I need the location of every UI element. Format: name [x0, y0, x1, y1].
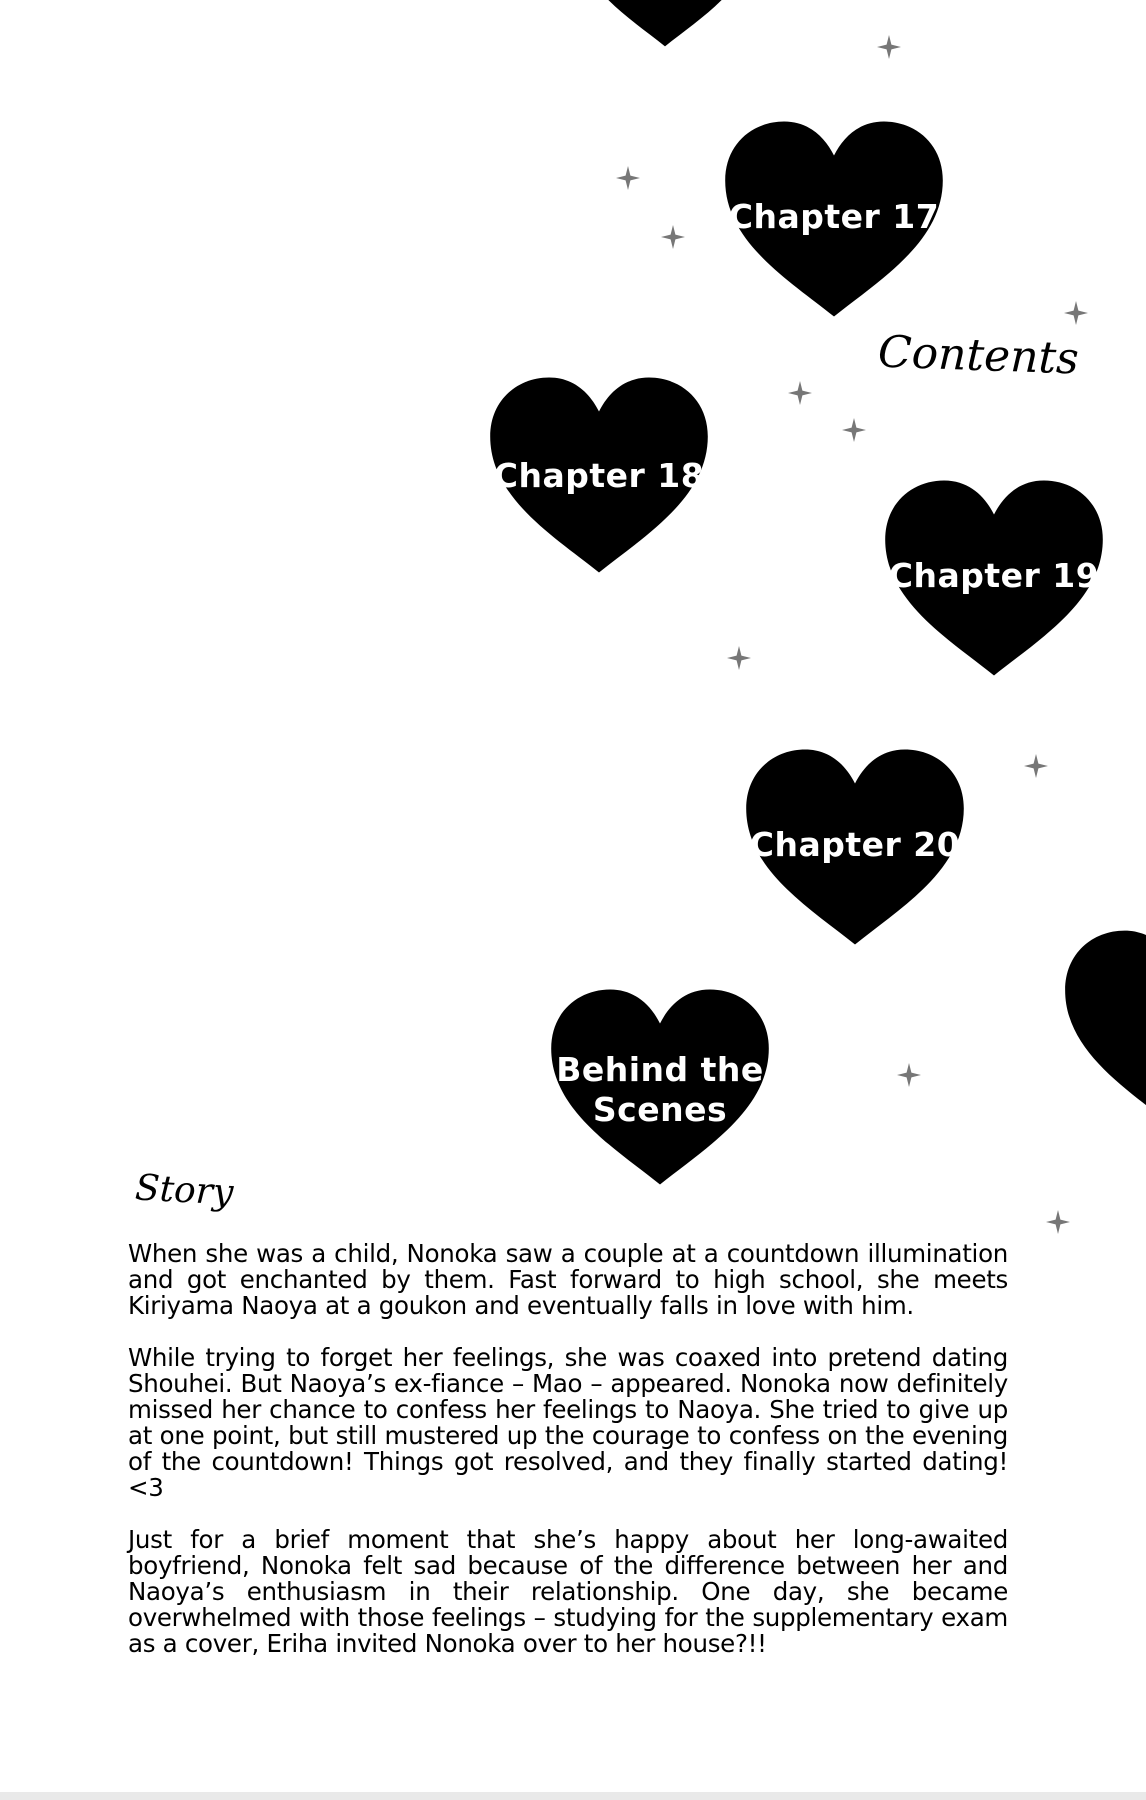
sparkle-icon	[616, 166, 640, 190]
story-title: Story	[133, 1167, 235, 1214]
chapter-20-label: Chapter 20	[749, 825, 961, 864]
sparkle-icon	[897, 1063, 921, 1087]
sparkle-icon	[1024, 754, 1048, 778]
chapter-19-heart[interactable]	[872, 476, 1116, 680]
sparkle-icon	[842, 418, 866, 442]
story-paragraph-1: When she was a child, Nonoka saw a couple at a countdown illumination and got enchanted by them. Fast forward to high school, she meets Kiriyama Naoya at a goukon and eventually falls in love with him.	[128, 1239, 1008, 1320]
chapter-18-heart[interactable]	[477, 373, 721, 577]
heart-shape-icon	[1055, 926, 1146, 1132]
sparkle-icon	[1046, 1210, 1070, 1234]
chapter-19-label: Chapter 19	[888, 556, 1100, 595]
behind-the-scenes-heart[interactable]	[538, 985, 782, 1189]
sparkle-icon	[877, 35, 901, 59]
behind-the-scenes-label: Behind the Scenes	[556, 1050, 764, 1129]
contents-title: Contents	[877, 326, 1080, 385]
story-text	[128, 1241, 1008, 1683]
chapter-18-label: Chapter 18	[493, 456, 705, 495]
heart-shape-icon	[570, 0, 760, 50]
bottom-edge-strip	[0, 1792, 1146, 1800]
chapter-20-heart[interactable]	[733, 745, 977, 949]
chapter-17-heart[interactable]	[712, 117, 956, 321]
chapter-17-label: Chapter 17	[728, 197, 940, 236]
sparkle-icon	[1064, 301, 1088, 325]
decorative-heart-right	[1055, 926, 1146, 1132]
decorative-heart-top	[570, 0, 760, 50]
story-paragraph-3: Just for a brief moment that she’s happy about her long-awaited boyfriend, Nonoka felt sad because of the difference between her and Naoya’s enthusiasm in their relationship. One day, she became overwhelmed with those feelings – studying for the supplementary exam as a cover, Eriha invited Nonoka over to her house?!!	[128, 1525, 1008, 1658]
story-paragraph-2: While trying to forget her feelings, she was coaxed into pretend dating Shouhei. But Naoya’s ex-fiance – Mao – appeared. Nonoka now definitely missed her chance to confess her feelings to Naoya. She tried to give up at one point, but still mustered up the courage to confess on the evening of the countdown! Things got resolved, and they finally started dating! <3	[128, 1343, 1008, 1502]
sparkle-icon	[661, 225, 685, 249]
sparkle-icon	[727, 646, 751, 670]
sparkle-icon	[788, 381, 812, 405]
